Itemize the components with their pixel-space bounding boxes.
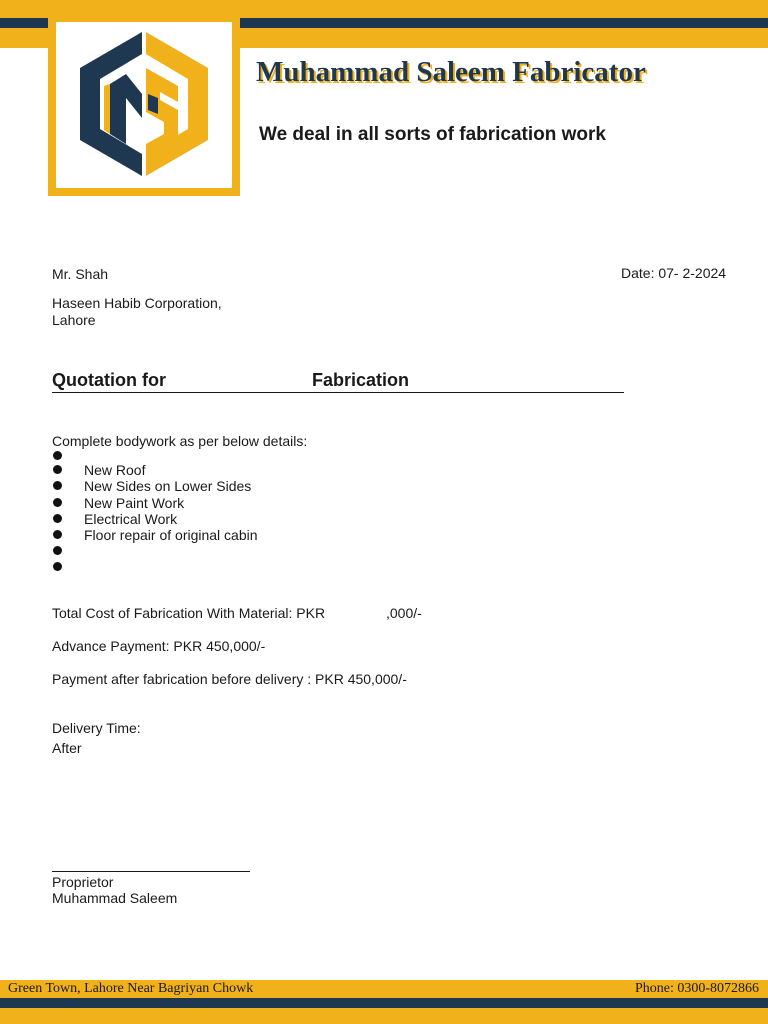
footer-address: Green Town, Lahore Near Bagriyan Chowk [8,981,254,996]
list-bullet [53,481,62,490]
header-stripe-right [240,18,768,28]
footer-stripe [0,998,768,1008]
signature-title: Proprietor [52,874,114,890]
details-intro: Complete bodywork as per below details: [52,433,308,449]
quotation-heading-left: Quotation for [52,370,166,390]
list-bullet [53,530,62,539]
total-cost-value: ,000/- [386,605,422,621]
tagline: We deal in all sorts of fabrication work [259,124,607,145]
company-name: Muhammad Saleem Fabricator [256,56,646,88]
list-item: New Paint Work [84,495,185,511]
delivery-label: Delivery Time: [52,720,141,736]
list-bullet [53,498,62,507]
list-bullet [53,562,62,571]
total-cost-label: Total Cost of Fabrication With Material: PKR [52,605,326,621]
delivery-value: After [52,740,82,756]
list-bullet [53,451,62,460]
document-date: Date: 07- 2-2024 [621,265,727,281]
list-item: New Roof [84,462,146,478]
footer-phone: Phone: 0300-8072866 [634,981,759,996]
ms-monogram-hexagon-logo-icon [74,28,214,178]
final-payment: Payment after fabrication before delivery : PKR 450,000/- [52,671,407,687]
list-bullet [53,546,62,555]
recipient-company: Haseen Habib Corporation, [52,295,222,311]
list-item: Floor repair of original cabin [84,527,258,543]
list-item: New Sides on Lower Sides [84,478,252,494]
recipient-name: Mr. Shah [52,266,109,282]
list-item: Electrical Work [84,511,178,527]
recipient-city: Lahore [52,312,96,328]
signature-line [52,871,250,872]
quotation-heading-right: Fabrication [312,370,410,390]
list-bullet [53,465,62,474]
quotation-heading [52,368,624,393]
list-bullet [53,514,62,523]
signature-name: Muhammad Saleem [52,890,178,906]
advance-payment: Advance Payment: PKR 450,000/- [52,638,266,654]
header-stripe-left [0,18,48,28]
